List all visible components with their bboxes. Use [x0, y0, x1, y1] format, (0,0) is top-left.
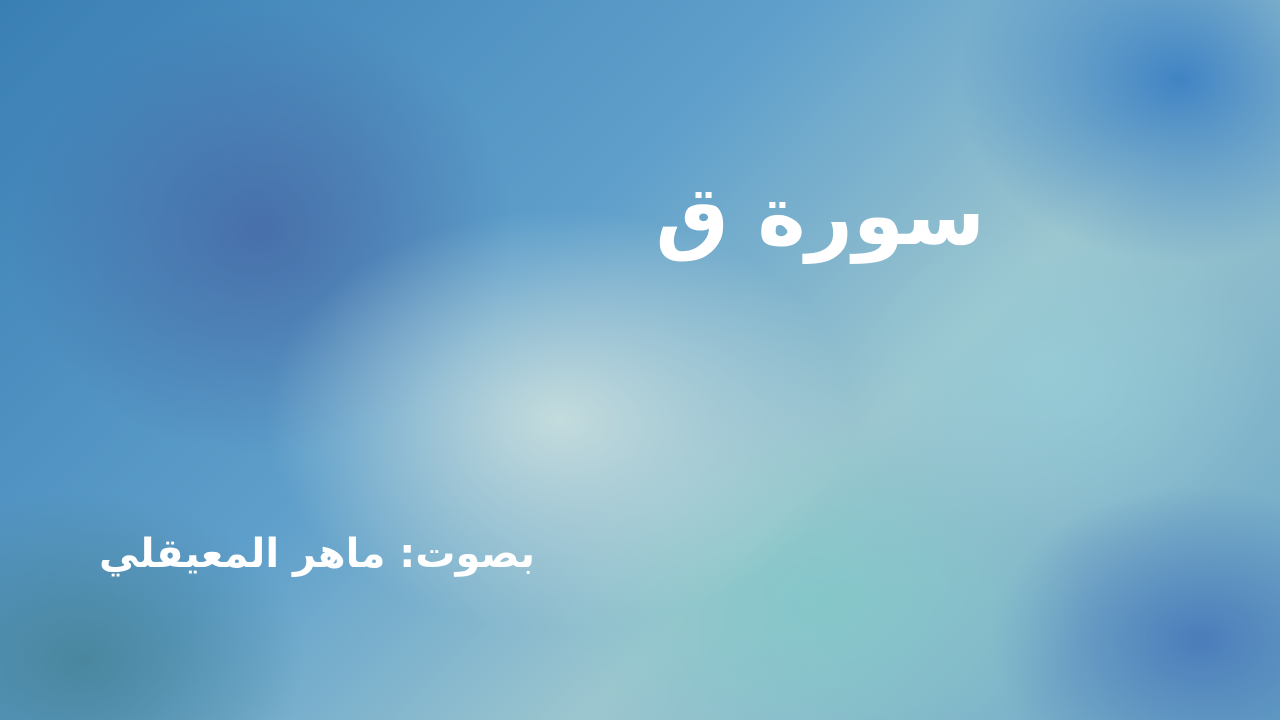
slide-title: سورة ق: [655, 169, 985, 264]
slide-subtitle: بصوت: ماهر المعيقلي: [99, 531, 535, 577]
